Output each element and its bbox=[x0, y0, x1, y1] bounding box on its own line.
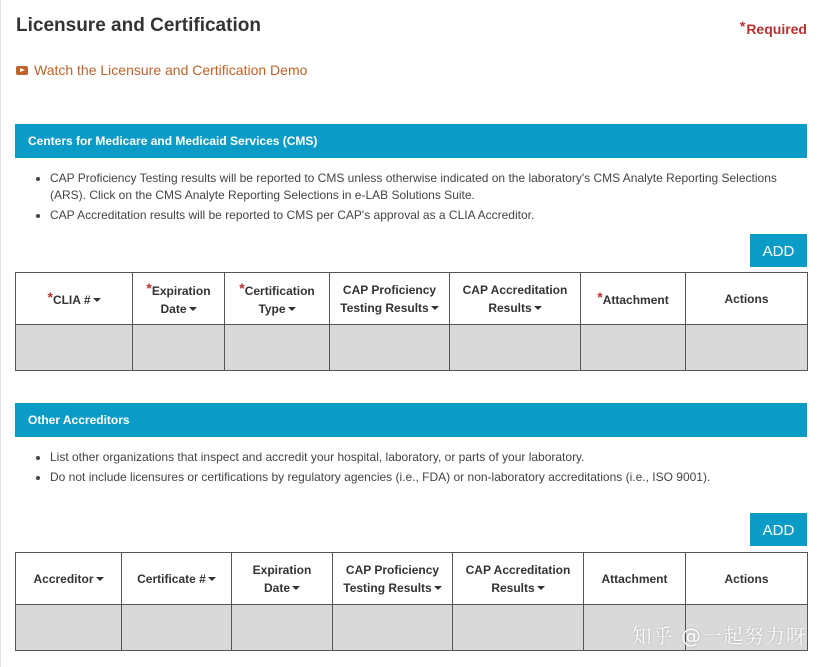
col-certification-type[interactable]: *Certification Type bbox=[225, 273, 330, 325]
other-notes-list bbox=[34, 449, 815, 489]
cms-note: • CAP Proficiency Testing results will be reported to CMS unless otherwise indicated on the laboratory's CMS Analyte Reporting Selections (ARS). Click on the CMS Analyte Reporting Selections in e-LAB Solutions Suite. bbox=[50, 170, 815, 204]
empty-cell bbox=[450, 325, 581, 371]
other-table-header-row bbox=[16, 553, 808, 605]
cms-table-header-row bbox=[16, 273, 808, 325]
table-row bbox=[16, 325, 808, 371]
col-cap-accreditation[interactable]: CAP Accreditation Results bbox=[453, 553, 584, 605]
empty-cell bbox=[16, 325, 133, 371]
col-clia[interactable]: *CLIA # bbox=[16, 273, 133, 325]
required-star: * bbox=[739, 18, 746, 34]
required-legend bbox=[740, 18, 807, 37]
col-accreditor[interactable]: Accreditor bbox=[16, 553, 122, 605]
page-left-border bbox=[0, 0, 1, 667]
other-accreditors-header: Other Accreditors bbox=[15, 403, 807, 437]
empty-cell bbox=[333, 605, 453, 651]
required-label: Required bbox=[746, 21, 807, 37]
col-attachment: Attachment bbox=[584, 553, 686, 605]
empty-cell bbox=[133, 325, 225, 371]
sort-caret-icon bbox=[292, 586, 300, 590]
sort-caret-icon bbox=[288, 307, 296, 311]
col-cap-accreditation[interactable]: CAP Accreditation Results bbox=[450, 273, 581, 325]
watermark: 知乎 @一起努力呀 bbox=[631, 624, 807, 648]
sort-caret-icon bbox=[189, 307, 197, 311]
col-expiration-date[interactable]: *Expiration Date bbox=[133, 273, 225, 325]
col-actions: Actions bbox=[686, 553, 808, 605]
col-expiration-date[interactable]: Expiration Date bbox=[232, 553, 333, 605]
empty-cell bbox=[581, 325, 686, 371]
cms-add-button[interactable]: ADD bbox=[750, 234, 807, 267]
col-cap-proficiency[interactable]: CAP Proficiency Testing Results bbox=[330, 273, 450, 325]
watch-demo-link[interactable] bbox=[16, 62, 307, 78]
empty-cell bbox=[686, 325, 808, 371]
sort-caret-icon bbox=[537, 586, 545, 590]
col-certificate[interactable]: Certificate # bbox=[122, 553, 232, 605]
sort-caret-icon bbox=[96, 577, 104, 581]
other-note: • List other organizations that inspect and accredit your hospital, laboratory, or parts of your laboratory. bbox=[50, 449, 815, 466]
empty-cell bbox=[330, 325, 450, 371]
sort-caret-icon bbox=[208, 577, 216, 581]
cms-notes-list bbox=[34, 170, 815, 227]
cms-table bbox=[15, 272, 808, 371]
other-note: • Do not include licensures or certifications by regulatory agencies (i.e., FDA) or non-laboratory accreditations (i.e., ISO 9001). bbox=[50, 469, 815, 486]
empty-cell bbox=[122, 605, 232, 651]
sort-caret-icon bbox=[434, 586, 442, 590]
cms-section-header: Centers for Medicare and Medicaid Services (CMS) bbox=[15, 124, 807, 158]
cms-note: • CAP Accreditation results will be reported to CMS per CAP's approval as a CLIA Accreditor. bbox=[50, 207, 815, 224]
sort-caret-icon bbox=[93, 298, 101, 302]
other-add-button[interactable]: ADD bbox=[750, 513, 807, 546]
col-cap-proficiency[interactable]: CAP Proficiency Testing Results bbox=[333, 553, 453, 605]
youtube-play-icon bbox=[16, 66, 28, 75]
empty-cell bbox=[225, 325, 330, 371]
col-attachment: *Attachment bbox=[581, 273, 686, 325]
watch-demo-label: Watch the Licensure and Certification Demo bbox=[34, 62, 308, 78]
empty-cell bbox=[232, 605, 333, 651]
empty-cell bbox=[16, 605, 122, 651]
empty-cell bbox=[453, 605, 584, 651]
col-actions: Actions bbox=[686, 273, 808, 325]
page-title: Licensure and Certification bbox=[16, 15, 261, 36]
sort-caret-icon bbox=[534, 306, 542, 310]
sort-caret-icon bbox=[431, 306, 439, 310]
